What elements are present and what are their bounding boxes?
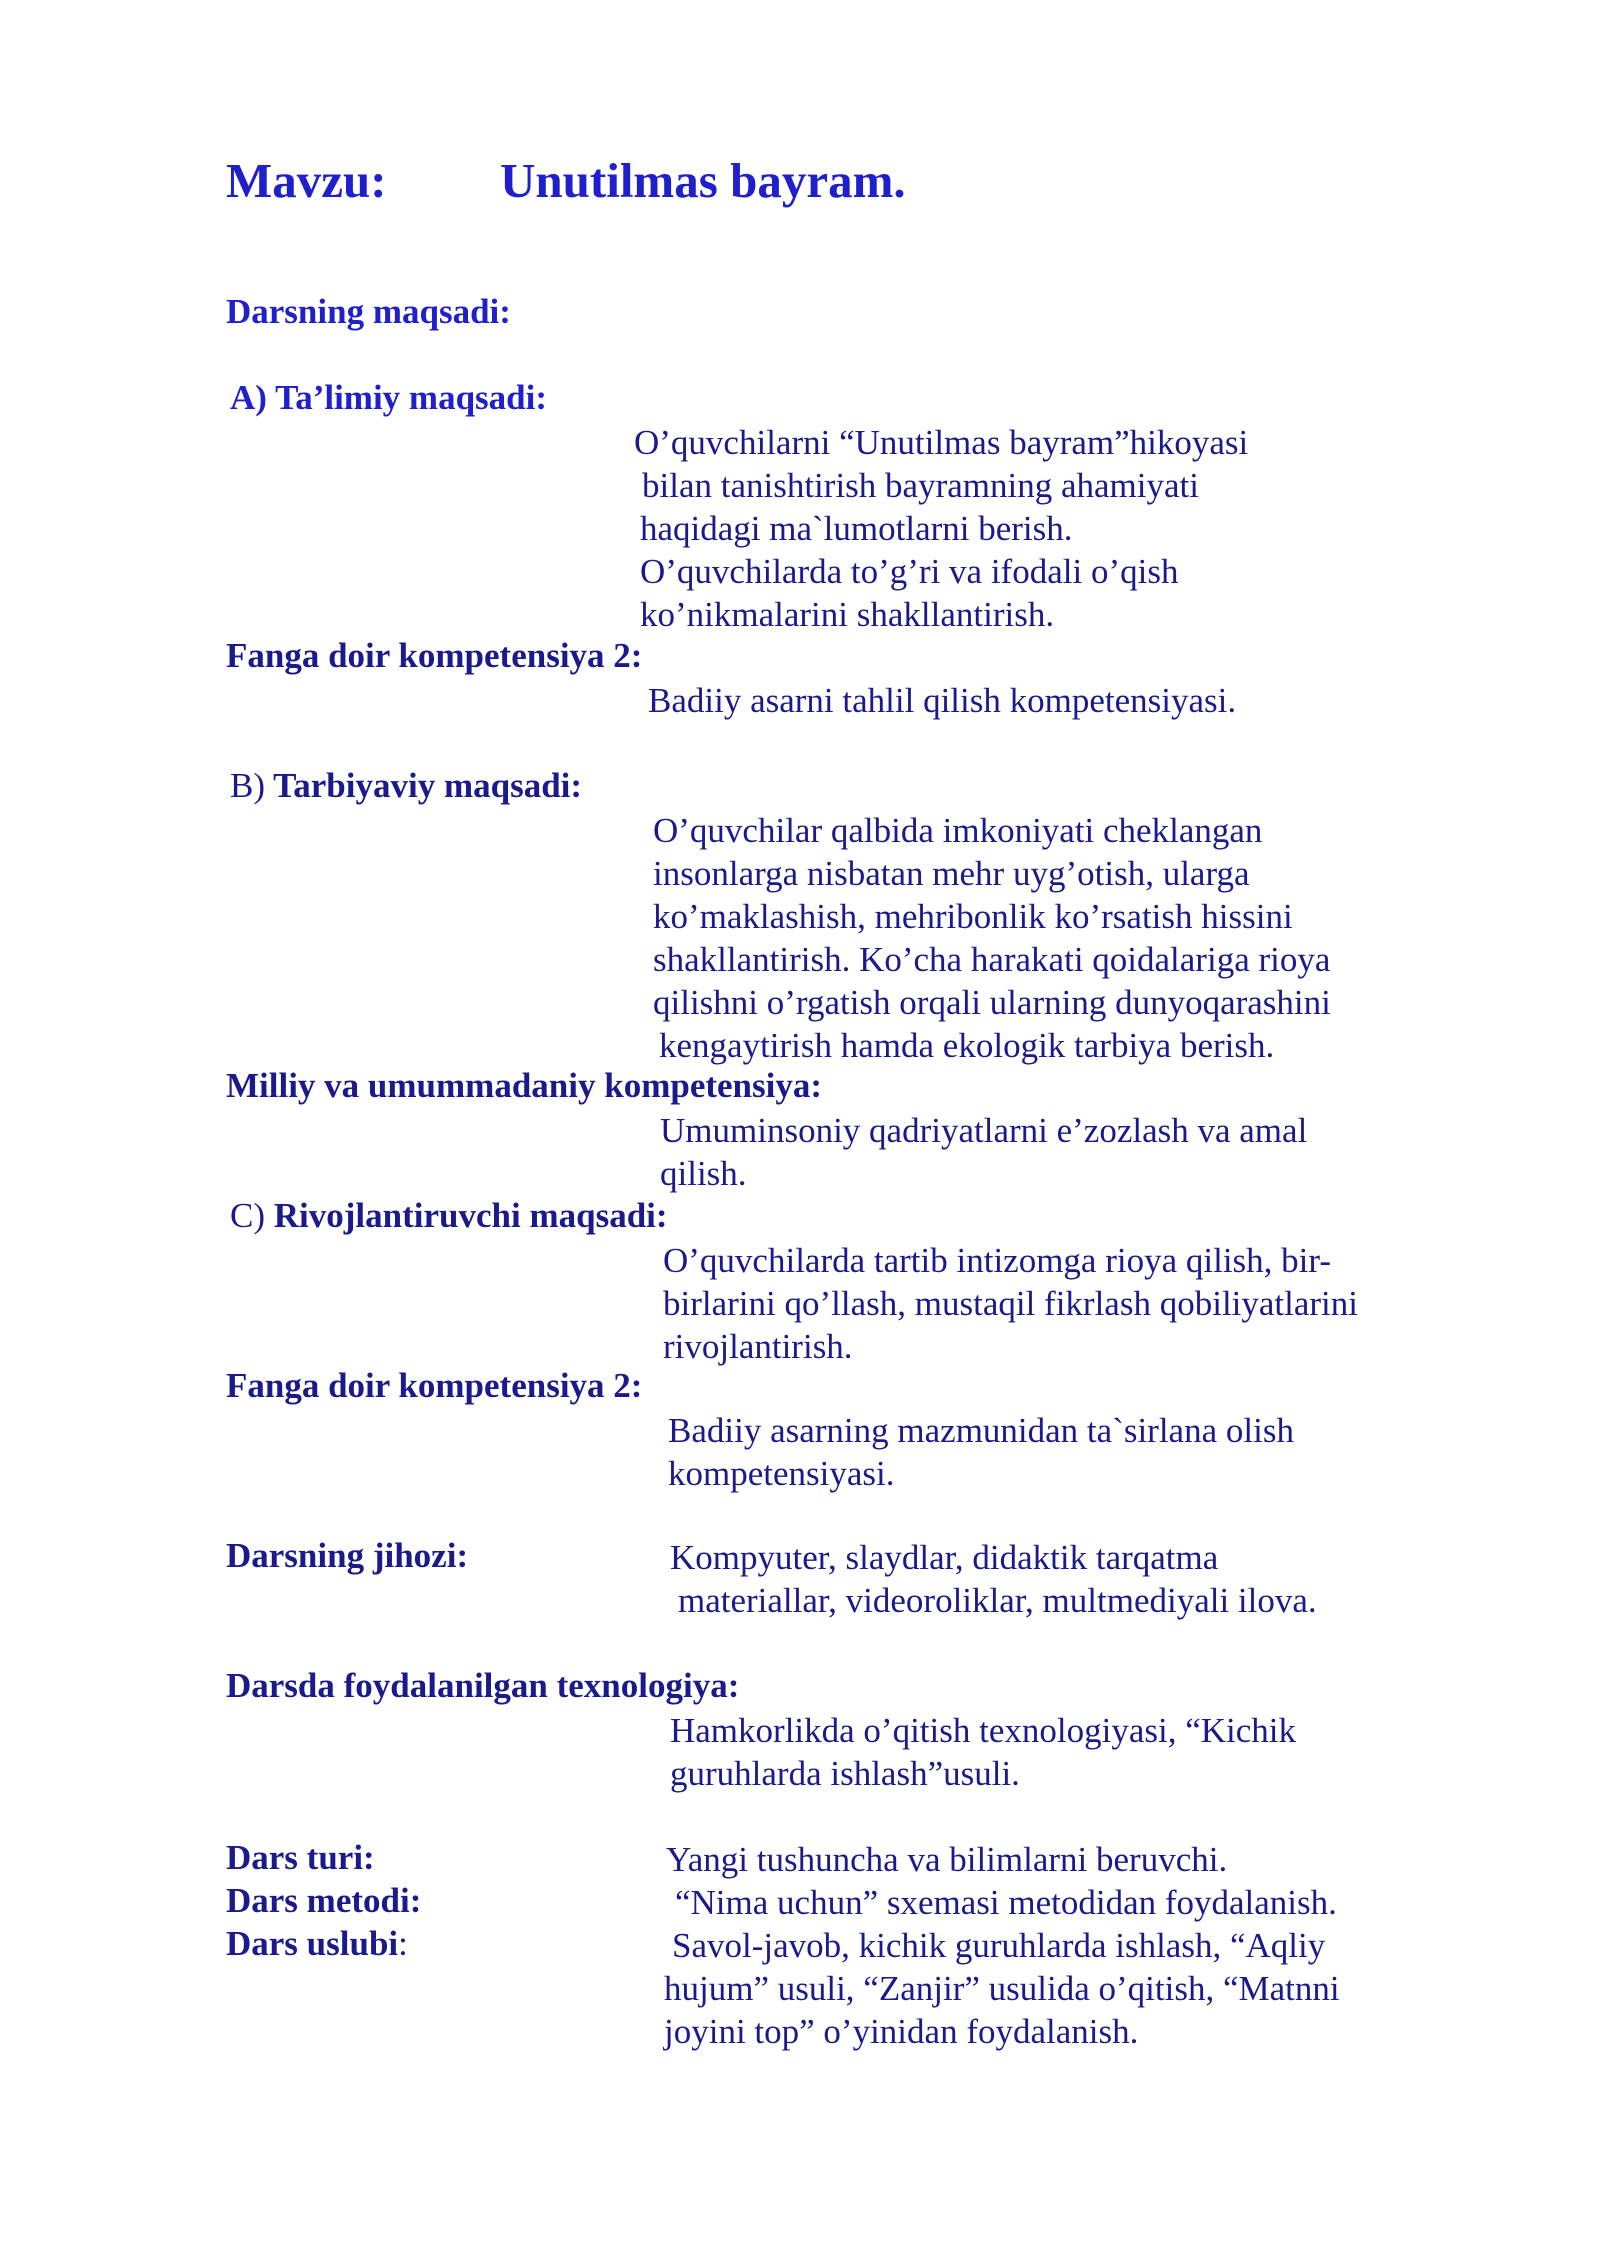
developmental-competence-heading: Fanga doir kompetensiya 2: <box>226 1366 643 1405</box>
text-line: birlarini qo’llash, mustaqil fikrlash qobiliyatlarini <box>663 1284 1359 1323</box>
upbringing-heading-text: Tarbiyaviy maqsadi: <box>273 766 583 805</box>
lesson-style-heading-text: Dars uslubi <box>226 1924 399 1963</box>
lesson-style-heading <box>226 1924 408 1964</box>
upbringing-heading <box>230 766 582 806</box>
lesson-type-text: Yangi tushuncha va bilimlarni beruvchi. <box>666 1840 1228 1879</box>
text-line: Badiiy asarning mazmunidan ta`sirlana olish <box>668 1411 1294 1450</box>
text-line: ko’nikmalarini shakllantirish. <box>640 595 1055 634</box>
page-title: Unutilmas bayram. <box>500 153 906 208</box>
equipment-text <box>670 1536 1317 1622</box>
text-line: O’quvchilarda tartib intizomga rioya qilish, bir- <box>663 1241 1332 1280</box>
lesson-method-text: “Nima uchun” sxemasi metodidan foydalanish. <box>675 1883 1337 1922</box>
title-label: Mavzu: <box>226 153 387 208</box>
developmental-heading <box>230 1196 668 1236</box>
developmental-text <box>663 1239 1358 1368</box>
text-line: rivojlantirish. <box>663 1327 853 1366</box>
text-line: haqidagi ma`lumotlarni berish. <box>640 509 1073 548</box>
text-line: bilan tanishtirish bayramning ahamiyati <box>642 466 1199 505</box>
text-line: Hamkorlikda o’qitish texnologiyasi, “Kichik <box>670 1711 1297 1750</box>
upbringing-competence-heading: Milliy va umummadaniy kompetensiya: <box>226 1066 823 1105</box>
text-line: kengaytirish hamda ekologik tarbiya berish. <box>659 1026 1275 1065</box>
upbringing-competence-text <box>660 1109 1307 1195</box>
text-line: insonlarga nisbatan mehr uyg’otish, ularga <box>653 854 1250 893</box>
developmental-heading-text: Rivojlantiruvchi maqsadi: <box>273 1196 668 1235</box>
lesson-style-colon: : <box>398 1924 408 1963</box>
lesson-style-text <box>664 1924 1340 2053</box>
equipment-heading: Darsning jihozi: <box>226 1536 469 1575</box>
educational-competence-text: Badiiy asarni tahlil qilish kompetensiyasi. <box>648 681 1237 720</box>
text-line: joyini top” o’yinidan foydalanish. <box>664 2012 1139 2051</box>
upbringing-marker: B) <box>230 766 265 805</box>
text-line: guruhlarda ishlash”usuli. <box>670 1754 1020 1793</box>
educational-marker: A) <box>230 378 267 417</box>
text-line: O’quvchilarda to’g’ri va ifodali o’qish <box>640 552 1179 591</box>
text-line: hujum” usuli, “Zanjir” usulida o’qitish, “Matnni <box>664 1969 1340 2008</box>
text-line: kompetensiyasi. <box>668 1454 895 1493</box>
text-line: O’quvchilar qalbida imkoniyati cheklangan <box>653 811 1263 850</box>
educational-heading <box>230 378 547 418</box>
text-line: qilish. <box>660 1154 747 1193</box>
objective-heading: Darsning maqsadi: <box>226 292 511 331</box>
educational-competence-heading: Fanga doir kompetensiya 2: <box>226 636 643 675</box>
text-line: materiallar, videoroliklar, multmediyali ilova. <box>678 1581 1317 1620</box>
text-line: Umuminsoniy qadriyatlarni e’zozlash va amal <box>660 1111 1308 1150</box>
upbringing-text <box>653 809 1331 1067</box>
text-line: shakllantirish. Ko’cha harakati qoidalariga rioya <box>653 940 1331 979</box>
developmental-competence-text <box>668 1409 1294 1495</box>
developmental-marker: C) <box>230 1196 265 1235</box>
text-line: Kompyuter, slaydlar, didaktik tarqatma <box>670 1538 1219 1577</box>
text-line: O’quvchilarni “Unutilmas bayram”hikoyasi <box>634 423 1249 462</box>
technology-text <box>670 1709 1296 1795</box>
lesson-method-heading: Dars metodi: <box>226 1881 422 1920</box>
text-line: Savol-javob, kichik guruhlarda ishlash, “Aqliy <box>672 1926 1326 1965</box>
lesson-type-heading: Dars turi: <box>226 1838 375 1877</box>
technology-heading: Darsda foydalanilgan texnologiya: <box>226 1666 740 1705</box>
text-line: qilishni o’rgatish orqali ularning dunyoqarashini <box>653 983 1331 1022</box>
educational-heading-text: Ta’limiy maqsadi: <box>275 378 548 417</box>
text-line: ko’maklashish, mehribonlik ko’rsatish hissini <box>653 897 1293 936</box>
educational-text <box>634 421 1248 636</box>
